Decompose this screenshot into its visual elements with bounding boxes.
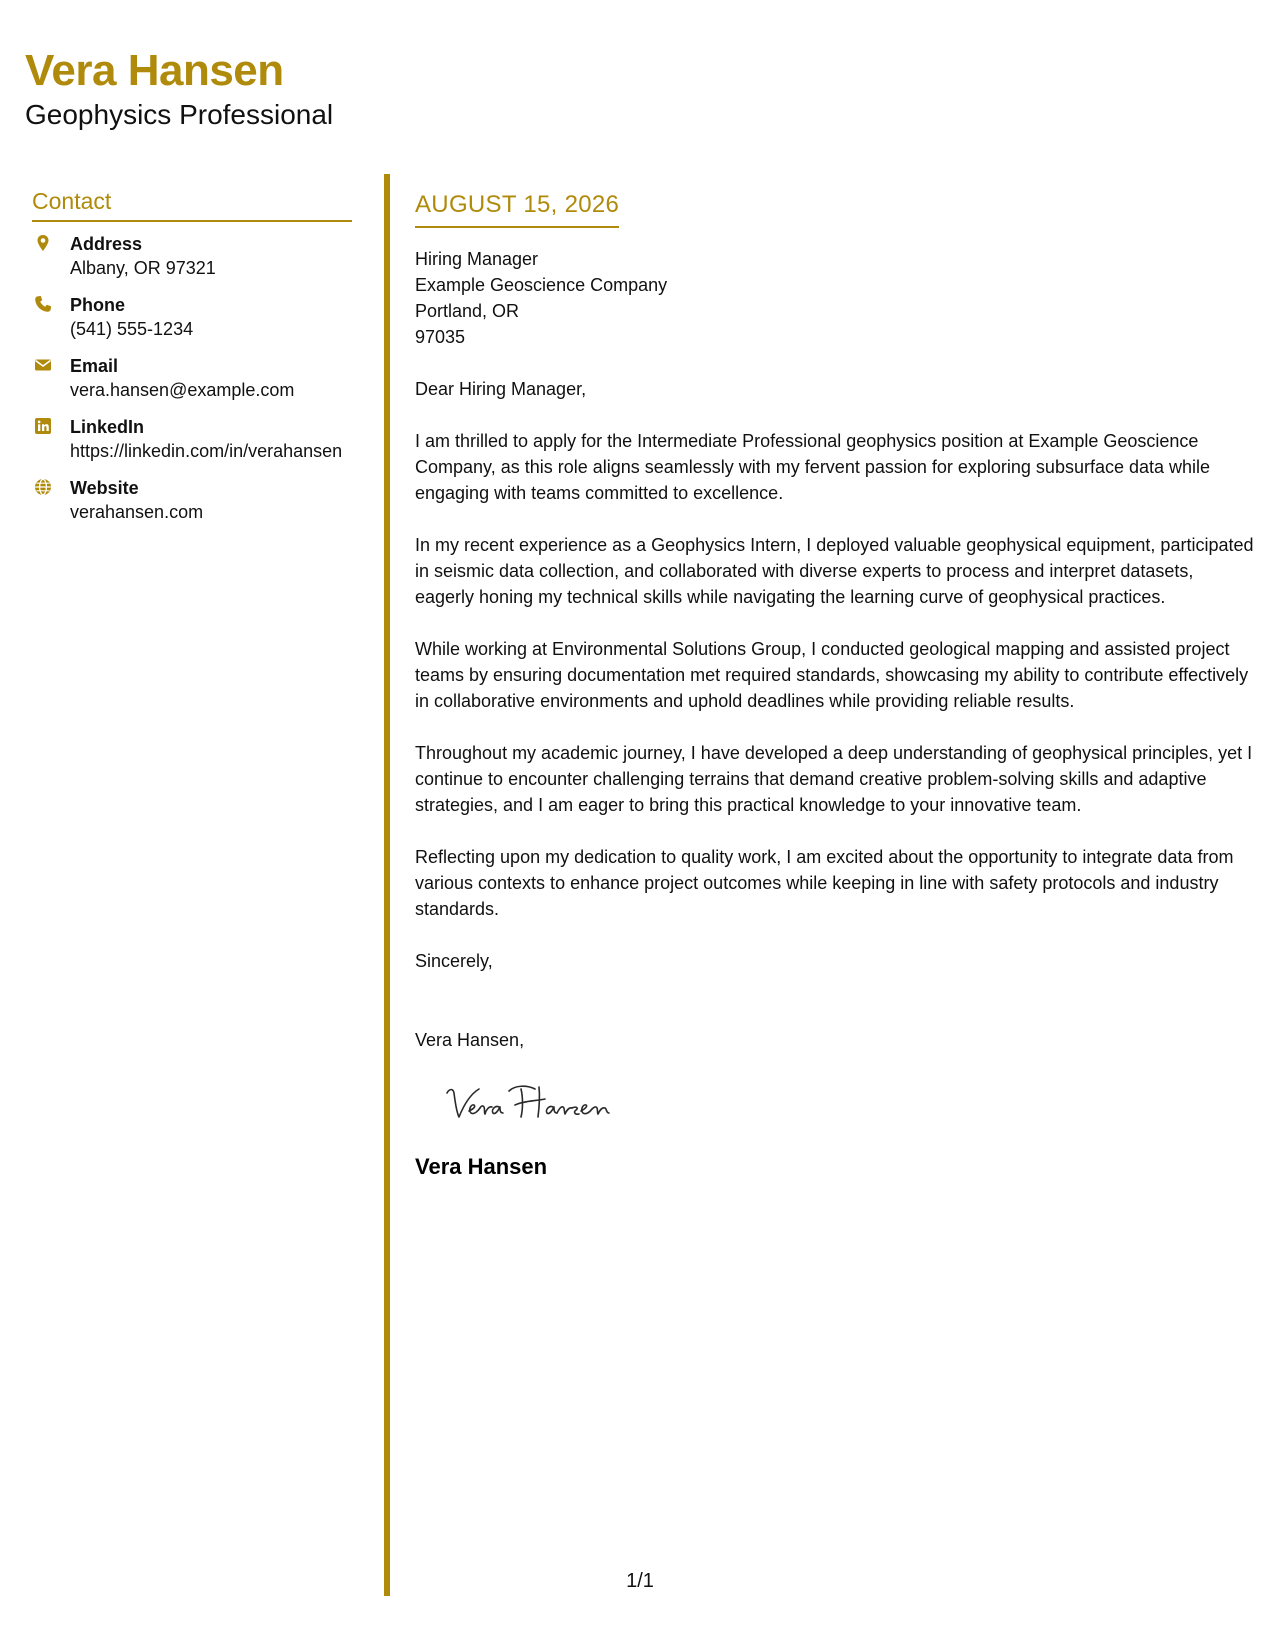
closing: Sincerely,: [415, 951, 493, 971]
header: [25, 44, 333, 132]
vertical-divider: [384, 174, 390, 1596]
recipient-line: 97035: [415, 327, 466, 347]
signer-name: Vera Hansen: [415, 1154, 548, 1179]
phone-value: (541) 555-1234: [70, 319, 194, 339]
letter-paragraph: I am thrilled to apply for the Intermediate Professional geophysics position at Example Geoscience Company, as this role aligns seamlessly with my fervent passion for exploring subsurface data while engaging with teams committed to excellence.: [415, 431, 1211, 503]
applicant-name: Vera Hansen: [25, 46, 284, 95]
contact-item-email: [32, 354, 352, 403]
address-value: Albany, OR 97321: [70, 258, 216, 278]
contact-item-linkedin: [32, 415, 352, 464]
recipient-line: Hiring Manager: [415, 249, 539, 269]
contact-label: Phone: [70, 295, 126, 315]
email-value[interactable]: vera.hansen@example.com: [70, 380, 295, 400]
contact-list: [32, 232, 352, 525]
letter-body: [415, 190, 1255, 1181]
contact-sidebar: [32, 186, 352, 537]
letter-paragraph: While working at Environmental Solutions Group, I conducted geological mapping and assisted project teams by ensuring documentation met required standards, showcasing my ability to contribute effectively in collaborative environments and uphold deadlines while providing reliable results.: [415, 639, 1249, 711]
phone-icon: [34, 295, 52, 313]
contact-label: Address: [70, 234, 143, 254]
signoff-name: Vera Hansen,: [415, 1030, 525, 1050]
website-value[interactable]: verahansen.com: [70, 502, 204, 522]
contact-item-address: [32, 232, 352, 281]
letter-paragraph: Throughout my academic journey, I have developed a deep understanding of geophysical principles, yet I continue to encounter challenging terrains that demand creative problem-solving skills and adaptive strategies, and I am eager to bring this practical knowledge to your innovative team.: [415, 743, 1253, 815]
applicant-title: Geophysics Professional: [25, 99, 334, 130]
salutation: Dear Hiring Manager,: [415, 379, 587, 399]
letter-paragraph: In my recent experience as a Geophysics Intern, I deployed valuable geophysical equipment, participated in seismic data collection, and collaborated with diverse experts to process and interpret datasets, eagerly honing my technical skills while navigating the learning curve of geophysical practices.: [415, 535, 1254, 607]
contact-item-website: [32, 476, 352, 525]
map-pin-icon: [34, 234, 52, 252]
contact-label: Email: [70, 356, 119, 376]
contact-item-phone: [32, 293, 352, 342]
envelope-icon: [34, 356, 52, 374]
contact-heading: Contact: [32, 186, 352, 222]
page-number: 1/1: [626, 1570, 654, 1592]
linkedin-icon: [34, 417, 52, 435]
contact-label: Website: [70, 478, 139, 498]
handwritten-signature: [443, 1077, 1255, 1133]
recipient-line: Example Geoscience Company: [415, 275, 668, 295]
recipient-block: [415, 246, 1255, 350]
globe-icon: [34, 478, 52, 496]
contact-label: LinkedIn: [70, 417, 145, 437]
linkedin-value[interactable]: https://linkedin.com/in/verahansen: [70, 441, 343, 461]
letter-date: AUGUST 15, 2026: [415, 190, 619, 228]
recipient-line: Portland, OR: [415, 301, 520, 321]
letter-paragraph: Reflecting upon my dedication to quality work, I am excited about the opportunity to integrate data from various contexts to enhance project outcomes while keeping in line with safety protocols and industry standards.: [415, 847, 1234, 919]
